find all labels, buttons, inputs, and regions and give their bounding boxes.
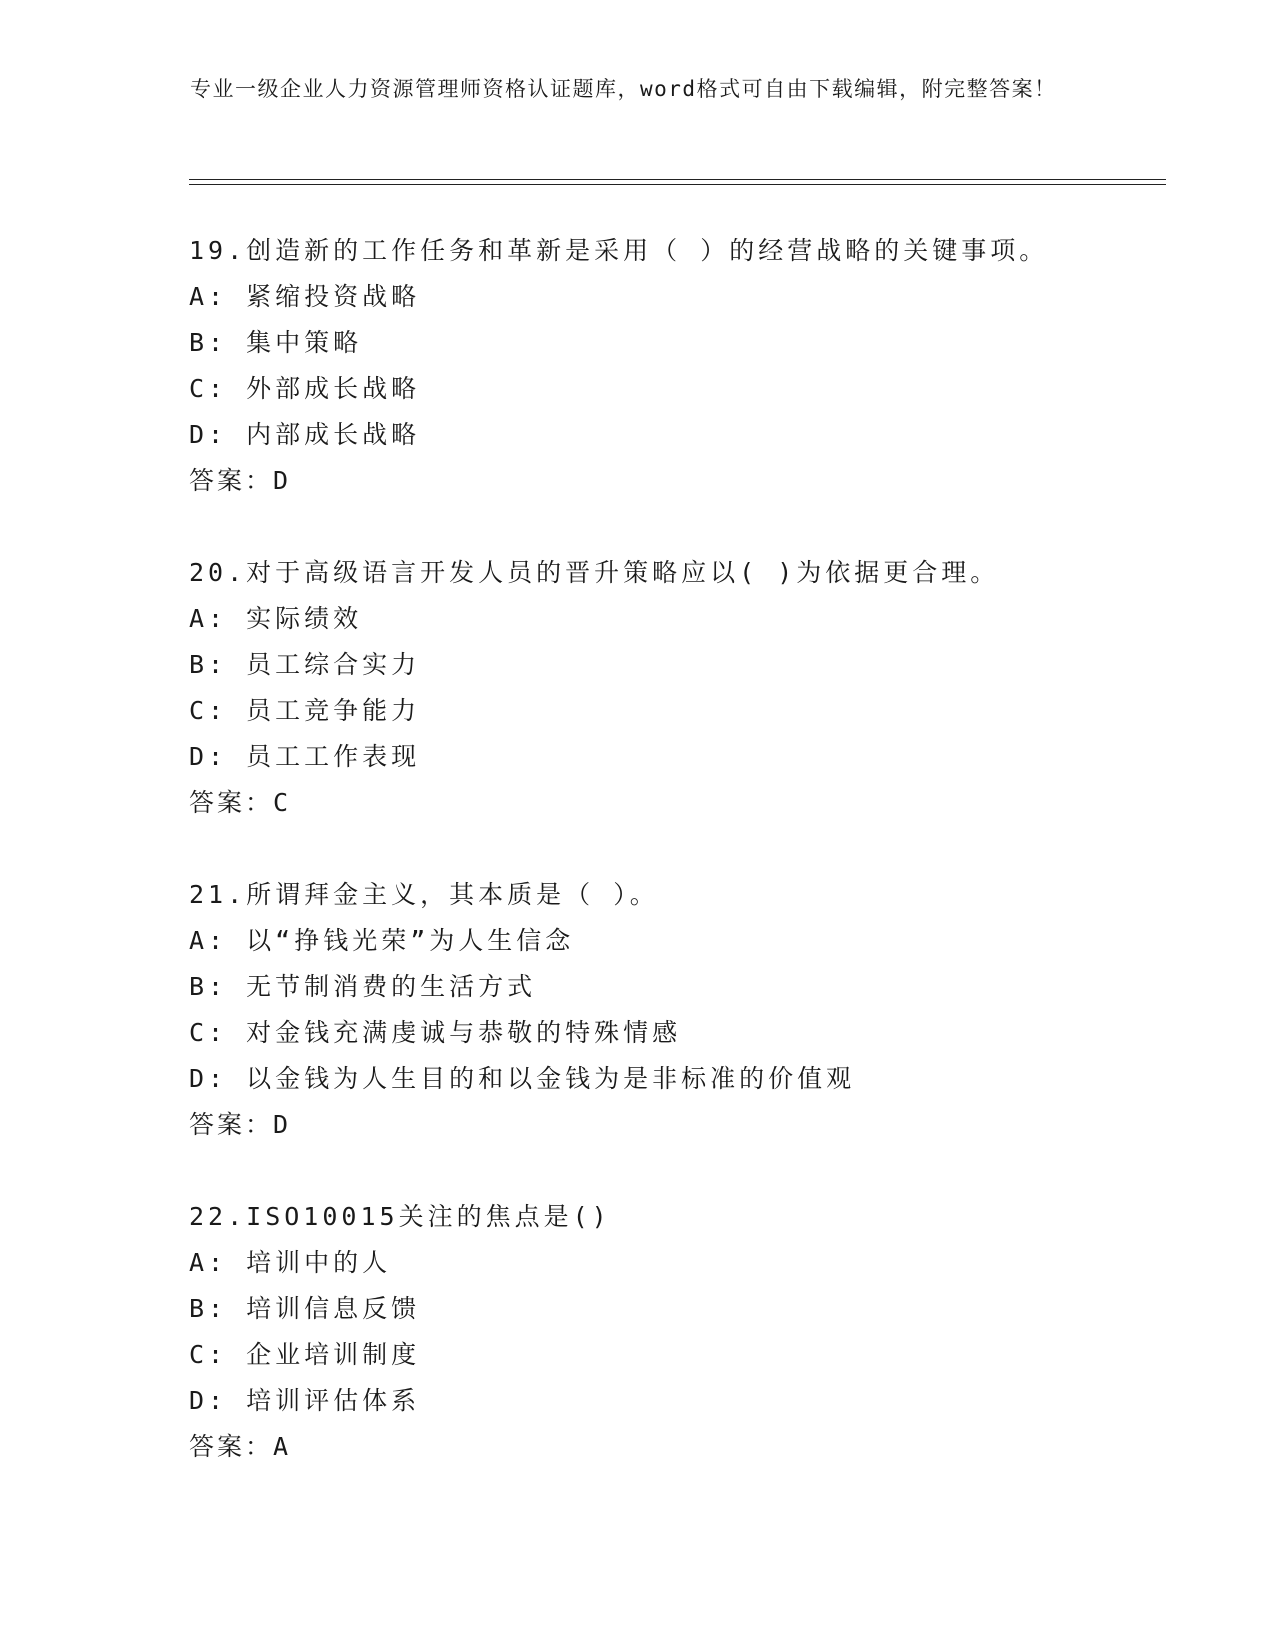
option-a: A: 培训中的人 [189,1248,392,1277]
option-b: B: 员工综合实力 [189,650,421,679]
option-d: D: 内部成长战略 [189,420,421,449]
question-stem: 22.ISO10015关注的焦点是() [189,1202,611,1231]
document-header [190,74,1090,105]
question-21 [189,872,1189,1148]
header-divider-bottom [189,184,1166,185]
answer-label: 答案： [189,1110,274,1139]
option-c: C: 员工竞争能力 [189,696,421,725]
answer-line [189,1102,1189,1148]
answer-value: C [273,788,291,817]
option-c: C: 企业培训制度 [189,1340,421,1369]
option-a: A: 实际绩效 [189,604,363,633]
question-19 [189,228,1189,504]
question-stem: 21.所谓拜金主义，其本质是（ ）。 [189,880,659,909]
question-20 [189,550,1189,826]
answer-line [189,780,1189,826]
option-d: D: 员工工作表现 [189,742,421,771]
question-stem: 20.对于高级语言开发人员的晋升策略应以( )为依据更合理。 [189,558,1000,587]
answer-label: 答案： [189,466,274,495]
option-d: D: 培训评估体系 [189,1386,421,1415]
option-a: A: 以“挣钱光荣”为人生信念 [189,926,575,955]
header-divider-top [189,179,1166,180]
question-stem: 19.创造新的工作任务和革新是采用（ ）的经营战略的关键事项。 [189,236,1049,265]
answer-value: A [273,1432,291,1461]
answer-value: D [273,466,291,495]
option-c: C: 对金钱充满虔诚与恭敬的特殊情感 [189,1018,682,1047]
answer-label: 答案： [189,788,274,817]
option-a: A: 紧缩投资战略 [189,282,421,311]
answer-line [189,1424,1189,1470]
option-b: B: 集中策略 [189,328,363,357]
answer-value: D [273,1110,291,1139]
answer-line [189,458,1189,504]
header-text: 专业一级企业人力资源管理师资格认证题库，word格式可自由下载编辑，附完整答案！ [190,77,1057,101]
question-22 [189,1194,1189,1470]
answer-label: 答案： [189,1432,274,1461]
option-b: B: 培训信息反馈 [189,1294,421,1323]
option-b: B: 无节制消费的生活方式 [189,972,537,1001]
option-c: C: 外部成长战略 [189,374,421,403]
option-d: D: 以金钱为人生目的和以金钱为是非标准的价值观 [189,1064,856,1093]
